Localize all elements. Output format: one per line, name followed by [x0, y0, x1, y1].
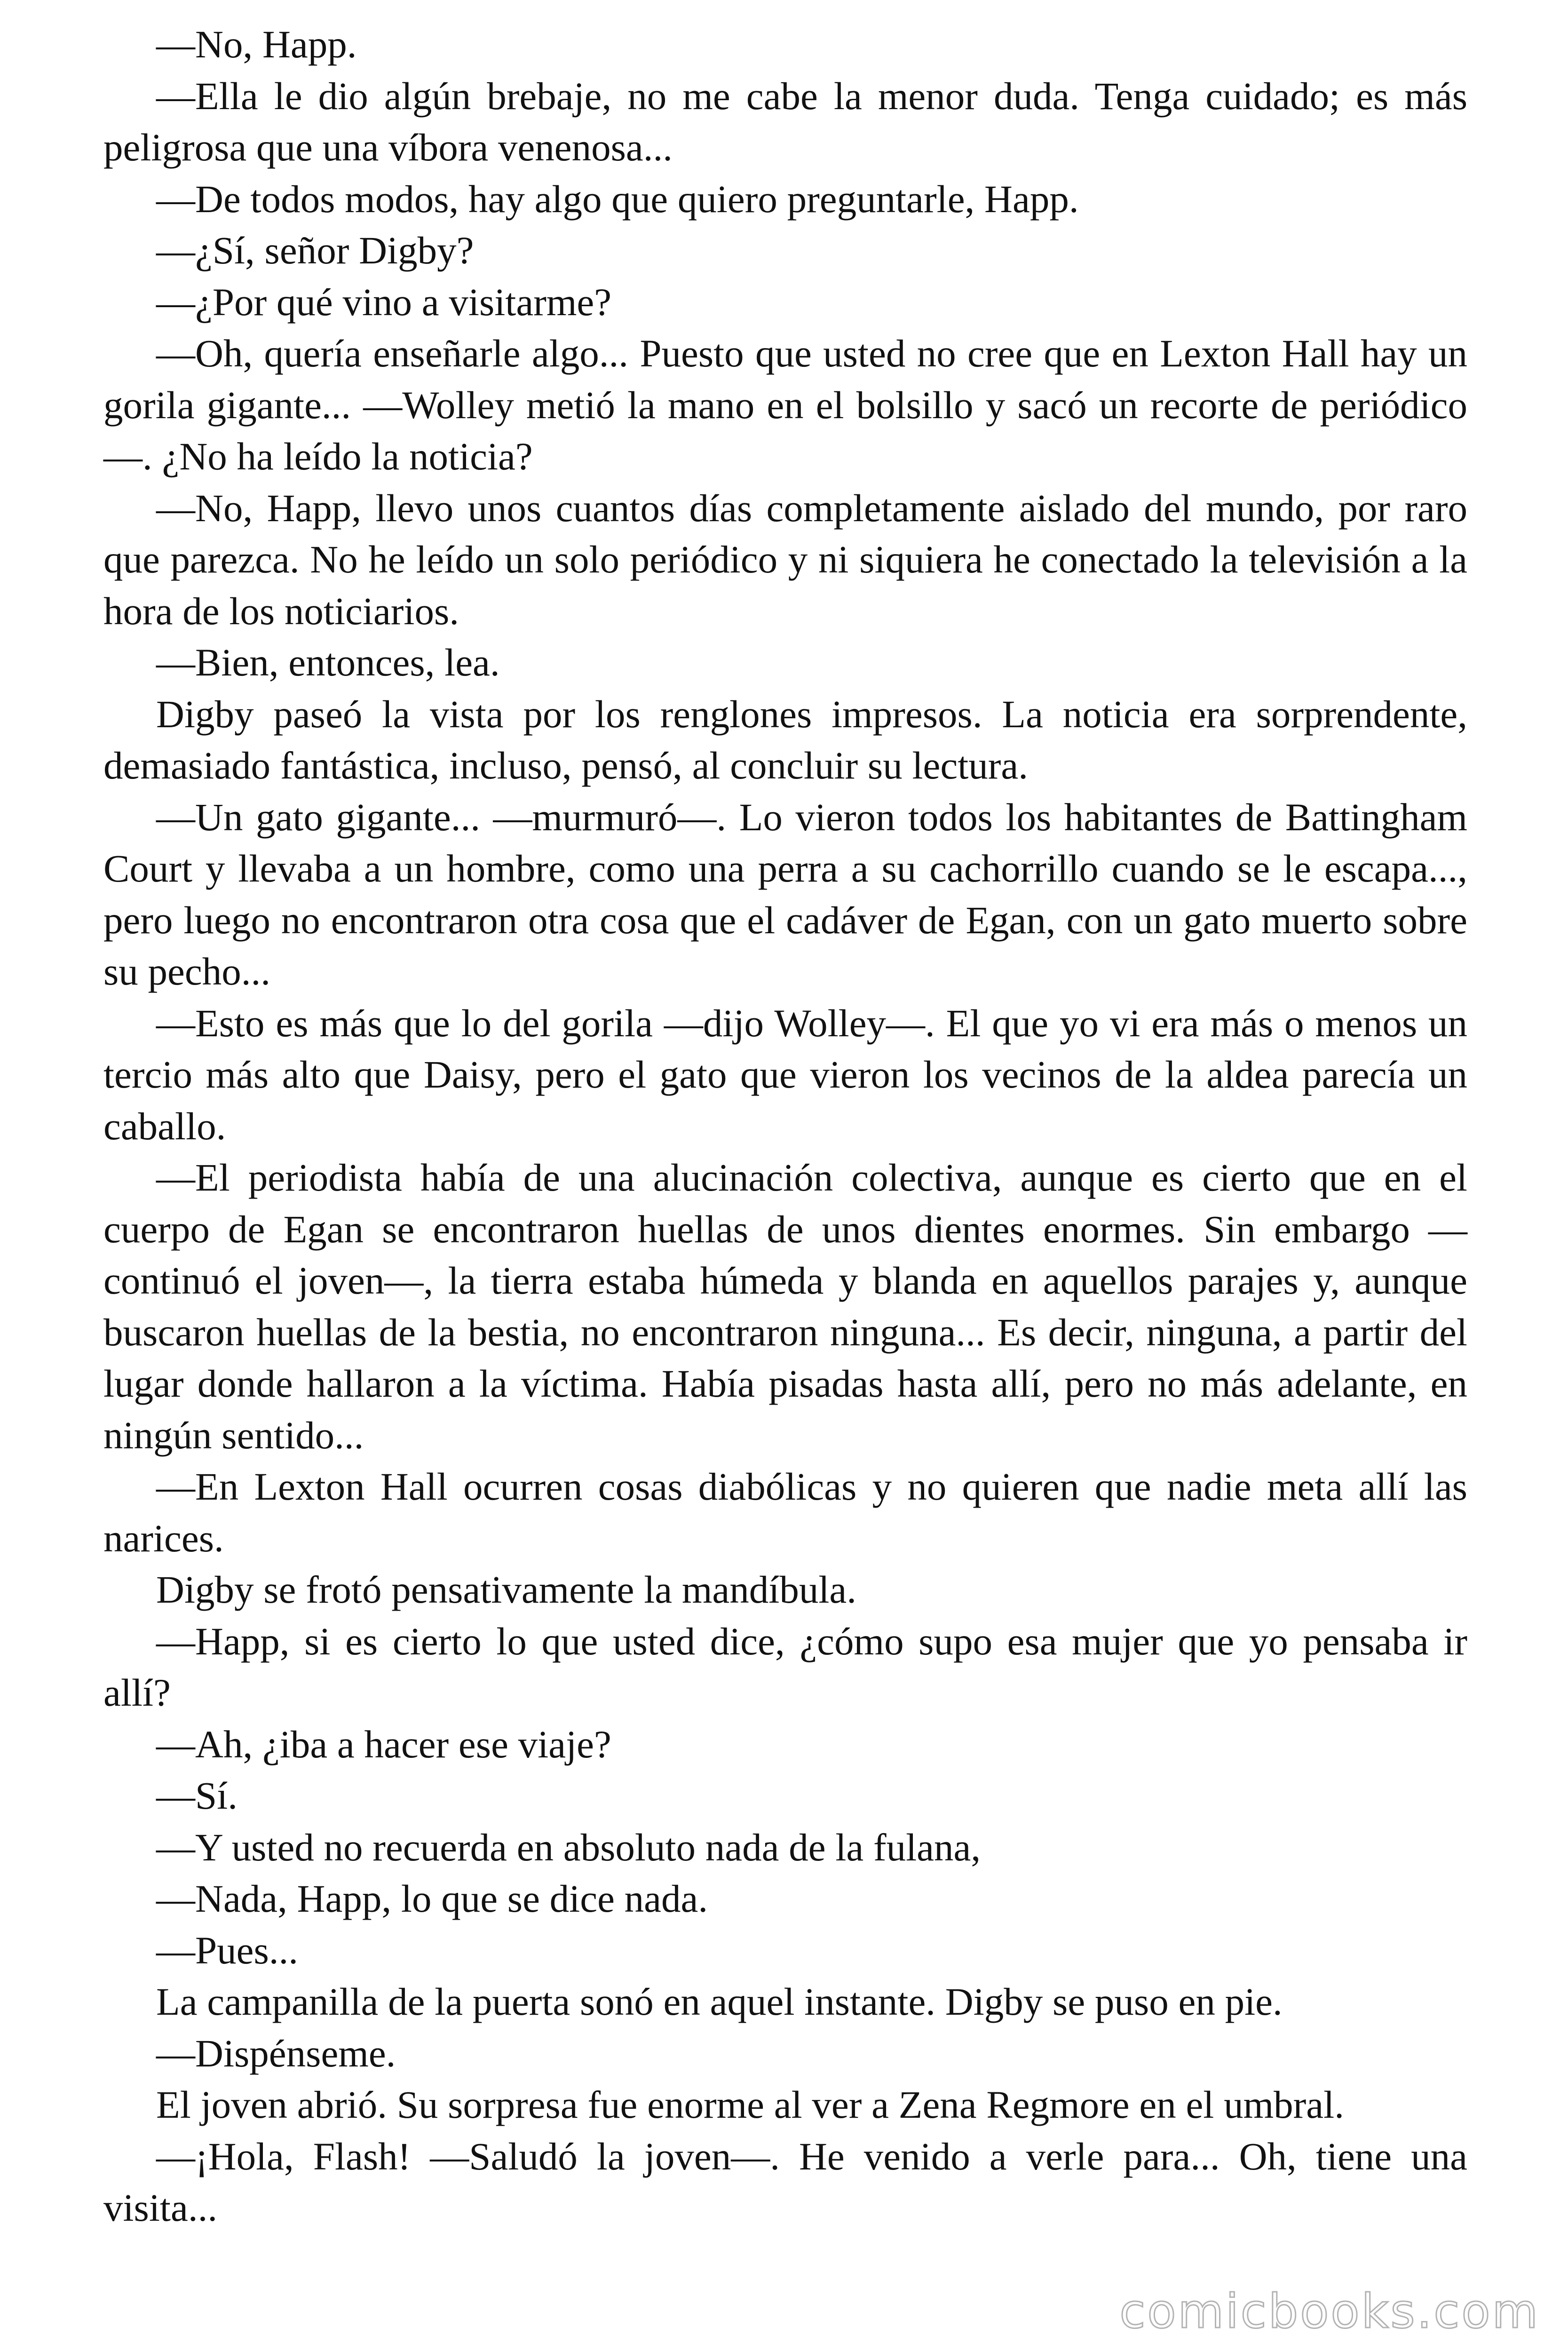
paragraph: Digby se frotó pensativamente la mandíbula. [156, 1568, 856, 1611]
paragraph: —Oh, quería enseñarle algo... Puesto que usted no cree que en Lexton Hall hay un gorila gigante... —Wolley metió la mano en el bolsillo y sacó un recorte de periódico—. ¿No ha leído la noticia? [103, 332, 1467, 478]
paragraph: —Ella le dio algún brebaje, no me cabe la menor duda. Tenga cuidado; es más peligrosa que una víbora venenosa... [103, 74, 1467, 169]
paragraph: —El periodista había de una alucinación colectiva, aunque es cierto que en el cuerpo de Egan se encontraron huellas de unos dientes enormes. Sin embargo —continuó el joven—, la tierra estaba húmeda y blanda en aquellos parajes y, aunque buscaron huellas de la bestia, no encontraron ninguna... Es decir, ninguna, a partir del lugar donde hallaron a la víctima. Había pisadas hasta allí, pero no más adelante, en ningún sentido... [103, 1156, 1467, 1457]
paragraph: —Bien, entonces, lea. [156, 641, 500, 684]
paragraph: —¡Hola, Flash! —Saludó la joven—. He venido a verle para... Oh, tiene una visita... [103, 2134, 1467, 2229]
paragraph: —Un gato gigante... —murmuró—. Lo vieron todos los habitantes de Battingham Court y llevaba a un hombre, como una perra a su cachorrillo cuando se le escapa..., pero luego no encontraron otra cosa que el cadáver de Egan, con un gato muerto sobre su pecho... [103, 795, 1467, 993]
paragraph: —Pues... [156, 1928, 299, 1972]
paragraph: —En Lexton Hall ocurren cosas diabólicas y no quieren que nadie meta allí las narices. [103, 1465, 1467, 1560]
paragraph: —No, Happ, llevo unos cuantos días completamente aislado del mundo, por raro que parezca. No he leído un solo periódico y ni siquiera he conectado la televisión a la hora de los noticiarios. [103, 486, 1467, 633]
paragraph: —Ah, ¿iba a hacer ese viaje? [156, 1722, 611, 1766]
paragraph: —Happ, si es cierto lo que usted dice, ¿cómo supo esa mujer que yo pensaba ir allí? [103, 1619, 1467, 1714]
watermark: comicbooks.com [1119, 2284, 1540, 2339]
paragraph: —Sí. [156, 1774, 238, 1817]
paragraph: —¿Sí, señor Digby? [156, 229, 474, 272]
paragraph: El joven abrió. Su sorpresa fue enorme al ver a Zena Regmore en el umbral. [156, 2083, 1344, 2126]
page-body [103, 19, 1467, 2234]
paragraph: —¿Por qué vino a visitarme? [156, 280, 612, 324]
paragraph: —Dispénseme. [156, 2031, 396, 2075]
paragraph: —Esto es más que lo del gorila —dijo Wolley—. El que yo vi era más o menos un tercio más alto que Daisy, pero el gato que vieron los vecinos de la aldea parecía un caballo. [103, 1001, 1467, 1148]
paragraph: —No, Happ. [156, 23, 357, 66]
paragraph: —Nada, Happ, lo que se dice nada. [156, 1877, 708, 1920]
paragraph: La campanilla de la puerta sonó en aquel instante. Digby se puso en pie. [156, 1980, 1283, 2023]
paragraph: —De todos modos, hay algo que quiero preguntarle, Happ. [156, 177, 1079, 221]
paragraph: Digby paseó la vista por los renglones impresos. La noticia era sorprendente, demasiado fantástica, incluso, pensó, al concluir su lectura. [103, 692, 1467, 787]
paragraph: —Y usted no recuerda en absoluto nada de la fulana, [156, 1825, 981, 1869]
